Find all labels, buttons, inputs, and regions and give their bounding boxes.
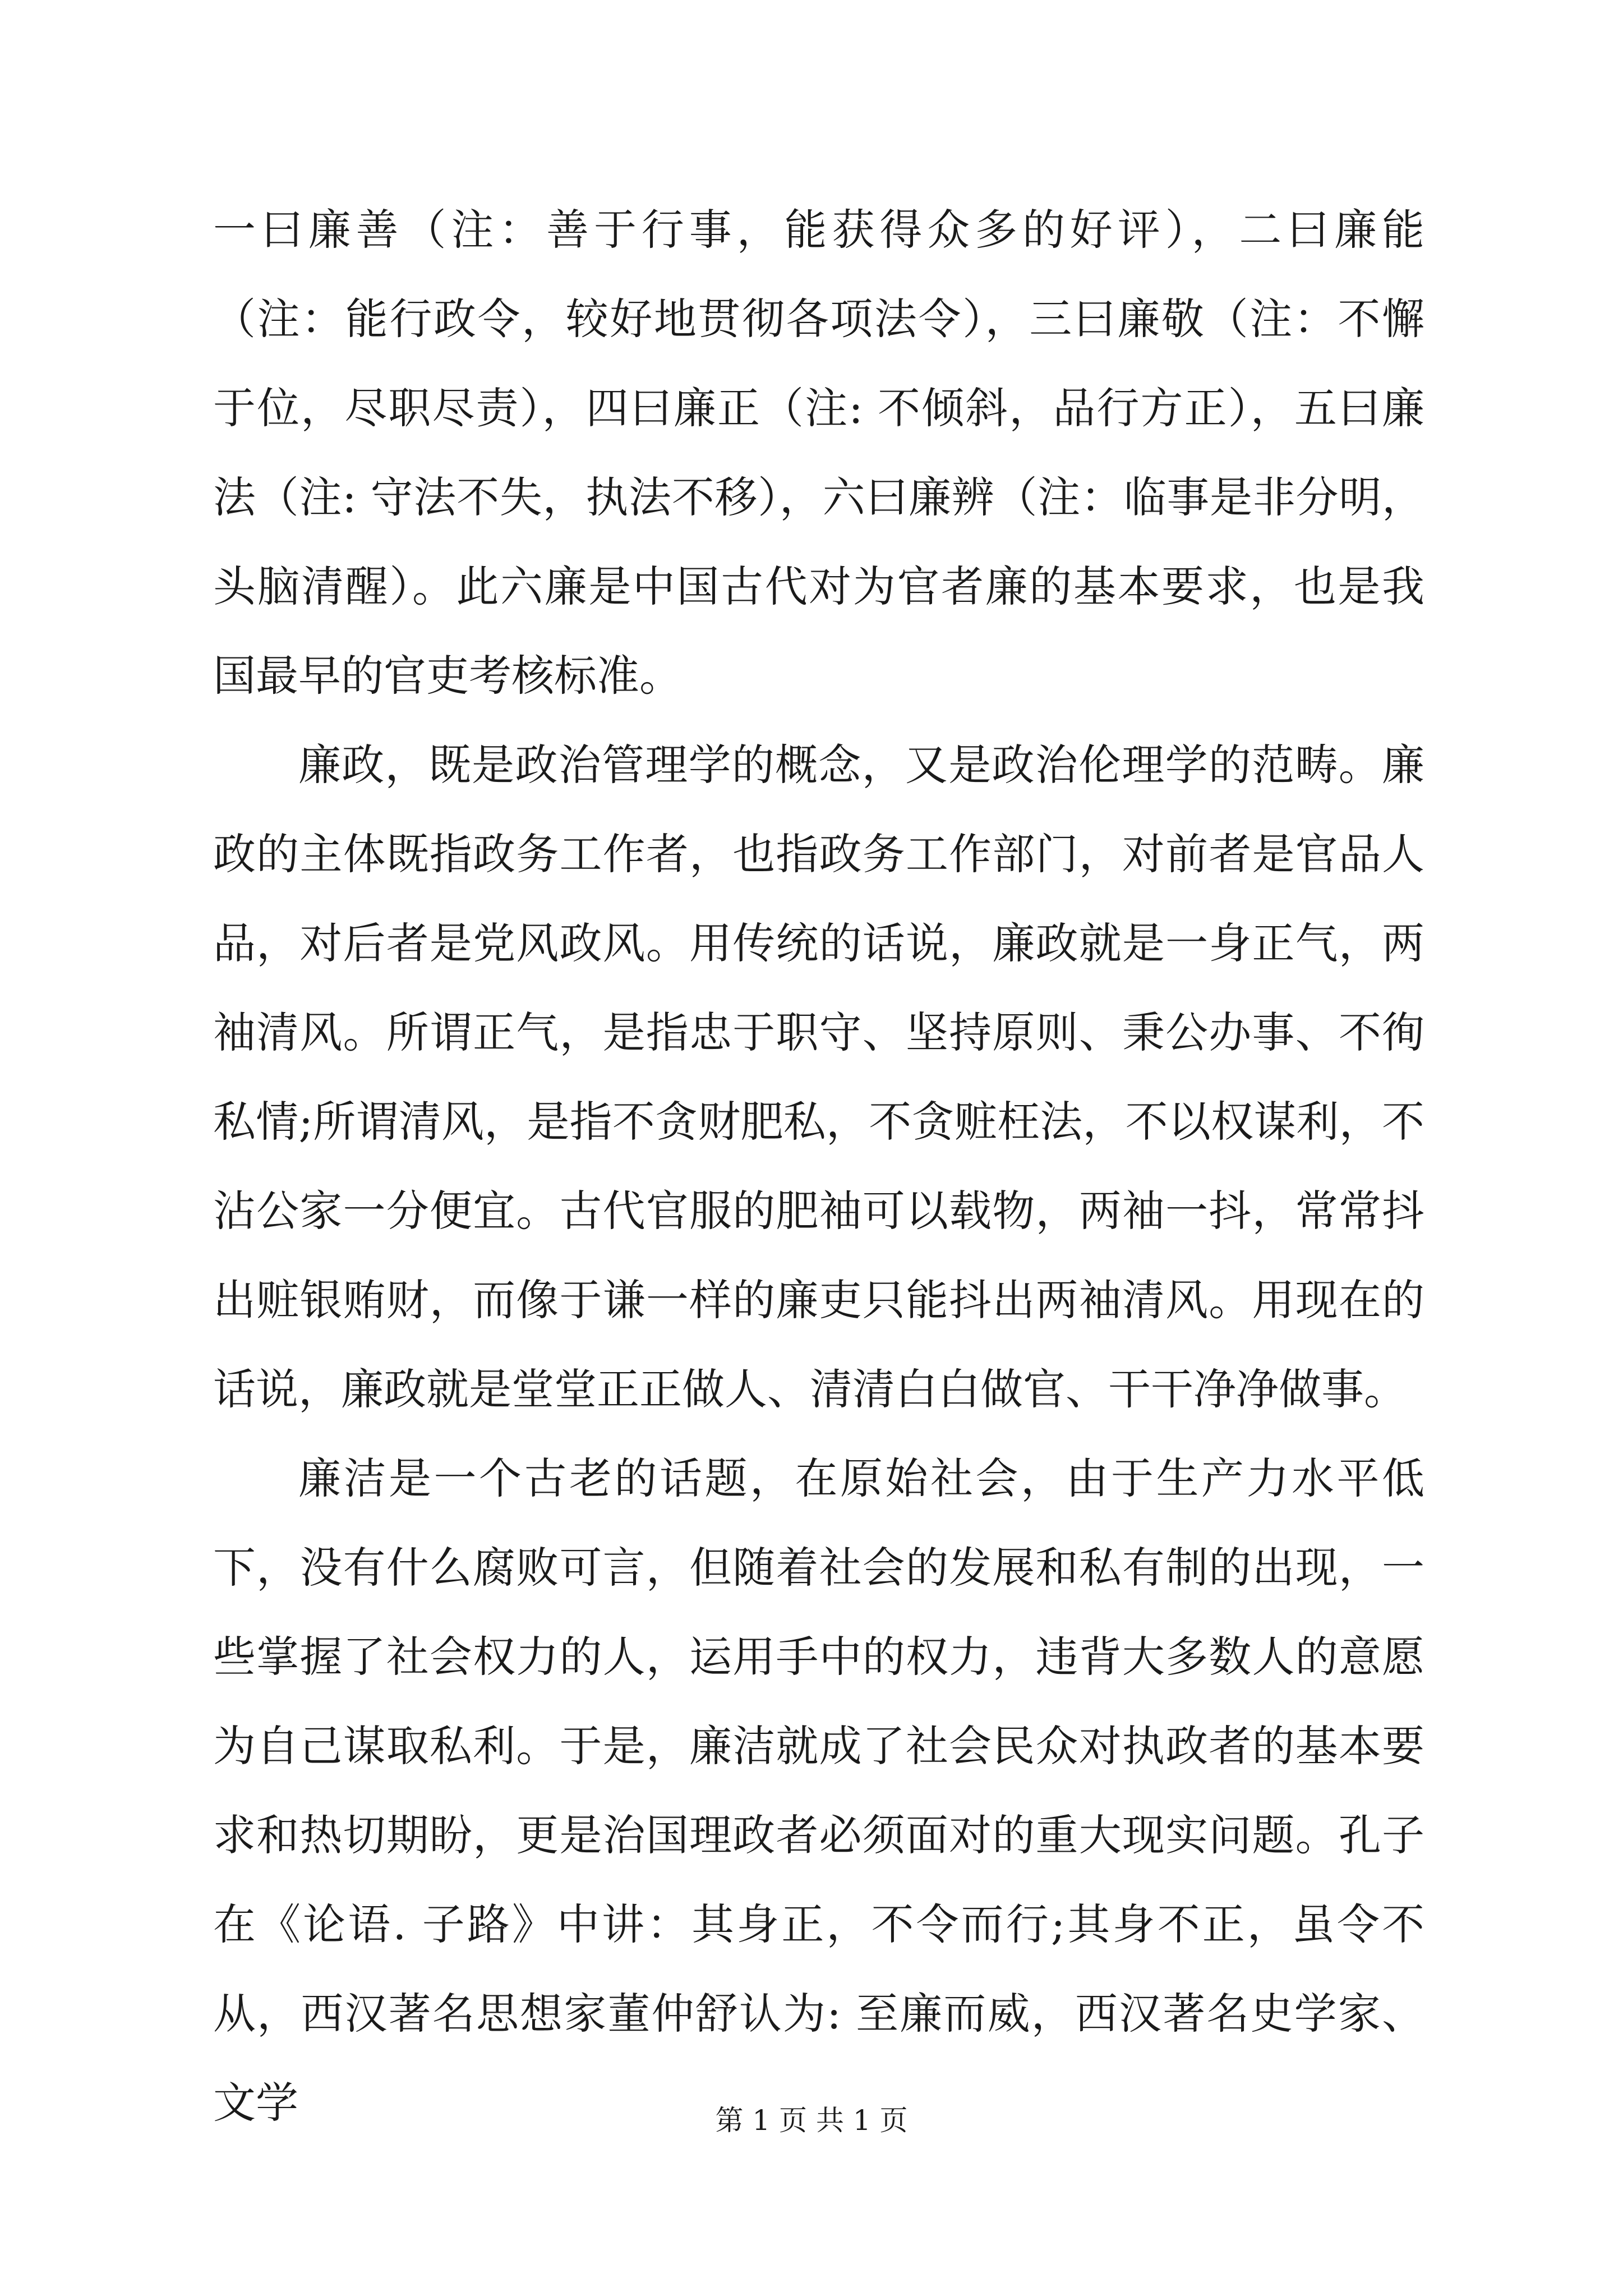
document-body <box>213 185 1424 2147</box>
paragraph-six-lian: 一曰廉善（注：善于行事，能获得众多的好评），二曰廉能（注：能行政令，较好地贯彻各项法令），三曰廉敬（注：不懈于位，尽职尽责），四曰廉正（注: 不倾斜，品行方正），五曰廉法（注: 守法不失，执法不移），六曰廉辨（注：临事是非分明，头脑清醒）。此六廉是中国古代对为官者廉的基本要求，也是我国最早的官吏考核标准。 <box>213 205 1424 701</box>
paragraph-lianzheng: 廉政，既是政治管理学的概念，又是政治伦理学的范畴。廉政的主体既指政务工作者，也指政务工作部门，对前者是官品人品，对后者是党风政风。用传统的话说，廉政就是一身正气，两袖清风。所谓正气，是指忠于职守、坚持原则、秉公办事、不徇私情;所谓清风，是指不贪财肥私，不贪赃枉法，不以权谋利，不沾公家一分便宜。古代官服的肥袖可以载物，两袖一抖，常常抖出赃银贿财，而像于谦一样的廉吏只能抖出两袖清风。用现在的话说，廉政就是堂堂正正做人、清清白白做官、干干净净做事。 <box>213 740 1424 1414</box>
paragraph-lianjie: 廉洁是一个古老的话题，在原始社会，由于生产力水平低下，没有什么腐败可言，但随着社会的发展和私有制的出现，一些掌握了社会权力的人，运用手中的权力，违背大多数人的意愿为自己谋取私利。于是，廉洁就成了社会民众对执政者的基本要求和热切期盼，更是治国理政者必须面对的重大现实问题。孔子在《论语. 子路》中讲：其身正，不令而行;其身不正，虽令不从，西汉著名思想家董仲舒认为: 至廉而威，西汉著名史学家、文学 <box>213 1453 1424 2128</box>
page-footer: 第 1 页 共 1 页 <box>715 2104 908 2137</box>
